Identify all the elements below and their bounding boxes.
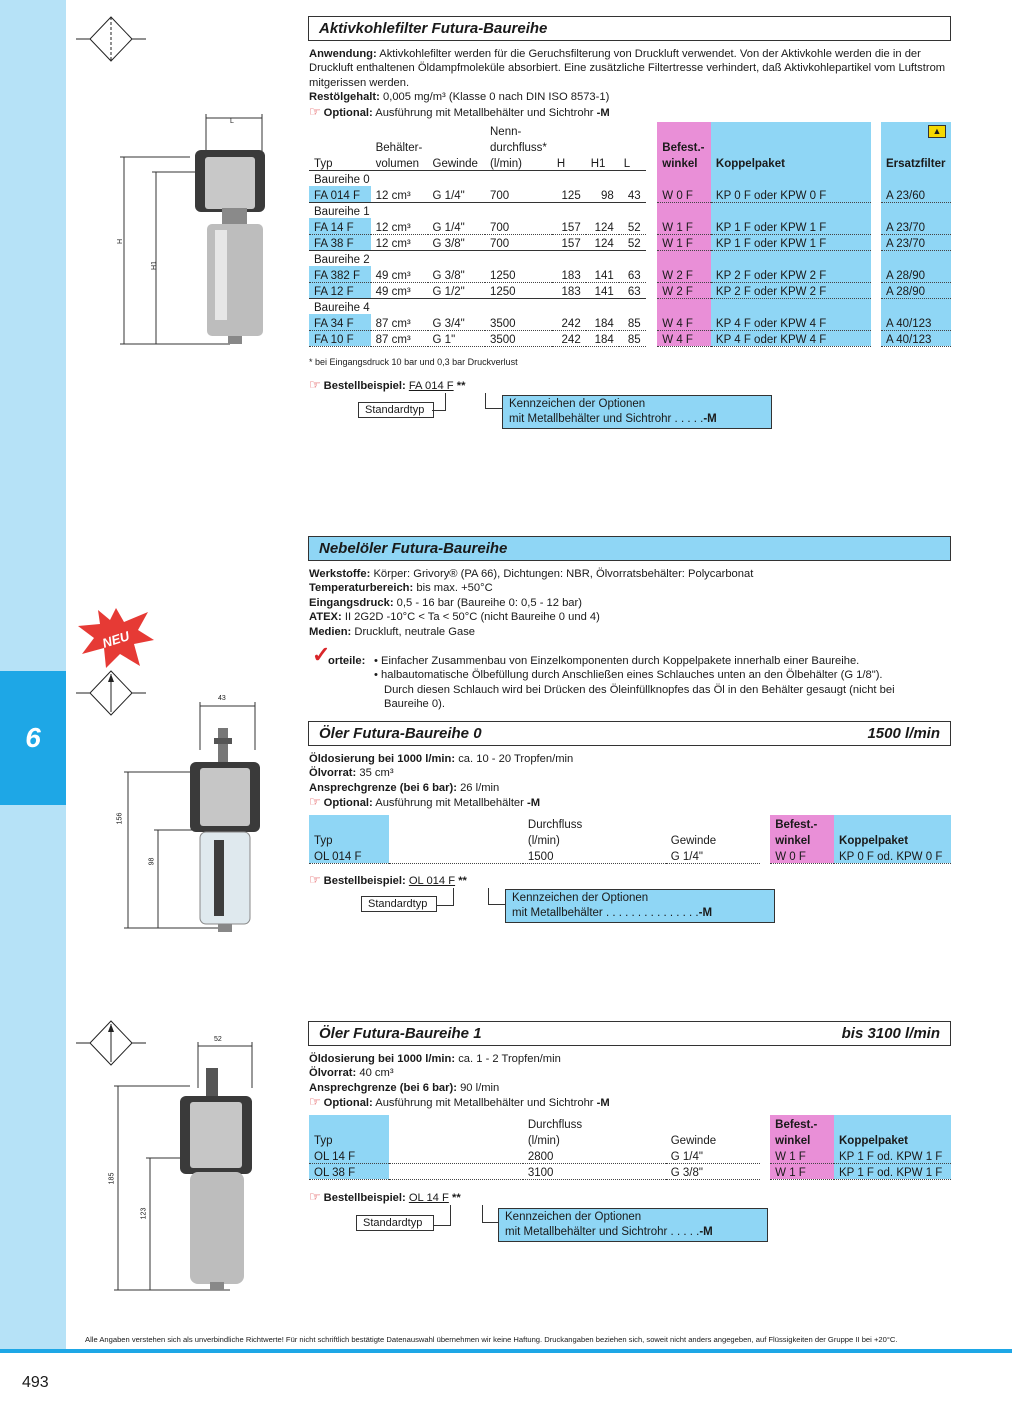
hand-pointer-icon: ☞ xyxy=(309,794,321,810)
table-row: FA 38 F 12 cm³ G 3/8" 700 157 124 52 W 1 F KP 1 F oder KPW 1 F A 23/70 xyxy=(309,234,951,250)
dim-h-label: H xyxy=(117,238,125,245)
standard-type-box: Standardtyp xyxy=(356,1215,434,1231)
series-row: Baureihe 2 xyxy=(309,250,951,266)
anwendung-text: Anwendung: Aktivkohlefilter werden für die Geruchsfilterung von Druckluft verwendet. Von der Aktivkohle werden die in der Druckluft enthaltenen Öldampfmoleküle absorbiert. Eine zusätzliche Filtertresse verhindert, daß Aktivkohlepartikel vom Luftstrom mitgerissen werden. Restölgehalt: 0,005 mg/m³ (Klasse 0 nach DIN ISO 8573-1) ☞ Optional: Ausführung mit Metallbehälter und Sichtrohr -M xyxy=(309,48,946,119)
section-header-oeler-0: Öler Futura-Baureihe 0 1500 l/min xyxy=(308,721,951,746)
table-row: OL 38 F 3100 G 3/8" W 1 F KP 1 F od. KPW 1 F xyxy=(309,1163,951,1179)
order-example: ☞ Bestellbeispiel: OL 014 F ** xyxy=(309,872,467,887)
section-header-oeler-1: Öler Futura-Baureihe 1 bis 3100 l/min xyxy=(308,1021,951,1046)
bottom-rule xyxy=(0,1349,1012,1353)
series-row: Baureihe 4 xyxy=(309,298,951,314)
hand-pointer-icon: ☞ xyxy=(309,377,321,392)
hand-pointer-icon: ☞ xyxy=(309,872,321,887)
section-header-aktivkohlefilter xyxy=(308,16,951,41)
neu-label: NEU xyxy=(100,628,132,651)
order-example: ☞ Bestellbeispiel: OL 14 F ** xyxy=(309,1189,461,1204)
oiler-0-drawing xyxy=(110,700,270,936)
options-box: Kennzeichen der Optionen mit Metallbehälter und Sichtrohr . . . . .-M xyxy=(498,1208,768,1242)
table-row: FA 382 F 49 cm³ G 3/8" 1250 183 141 63 W 2 F KP 2 F oder KPW 2 F A 28/90 xyxy=(309,266,951,282)
series-row: Baureihe 0 xyxy=(309,170,951,186)
oeler-1-specs: Öldosierung bei 1000 l/min: ca. 1 - 2 Tropfen/min Ölvorrat: 40 cm³ Ansprechgrenze (bei 6 bar): 90 l/min ☞ Optional: Ausführung mit Metallbehälter und Sichtrohr -M xyxy=(309,1053,610,1110)
dim-width-label: 52 xyxy=(214,1036,222,1043)
dim-width-label: 43 xyxy=(218,695,226,702)
filter-symbol-icon xyxy=(76,14,146,64)
filter-drawing xyxy=(110,112,270,352)
chapter-tab: 6 xyxy=(0,671,66,805)
disclaimer: Alle Angaben verstehen sich als unverbindliche Richtwerte! Für nicht schriftlich bestätigte Datenauswahl übernehmen wir keine Haftung. Druckangaben beziehen sich, soweit nicht anders angegeben, auf Flüssigkeiten der Gruppe II bei +20°C. xyxy=(85,1335,898,1344)
vorteile-block: ✓ orteile: • Einfacher Zusammenbau von Einzelkomponenten durch Koppelpakete innerhalb einer Baureihe. • halbautomatische Ölbefüllung durch Anschließen eines Schlauches unten an den Ölbehälter (G 1/8"). Durch diesen Schlauch wird bei Drücken des Öleinfüllknopfes das Öl in den Behälter gesaugt (nicht bei Baureihe 0). xyxy=(312,642,895,711)
dim-h1-label: 98 xyxy=(148,857,156,866)
dim-h1-label: H1 xyxy=(150,261,158,270)
section-header-nebeloeler: Nebelöler Futura-Baureihe xyxy=(308,536,951,561)
series-row: Baureihe 1 xyxy=(309,202,951,218)
page-number: 493 xyxy=(22,1374,49,1391)
dim-l-label: L xyxy=(230,118,234,125)
hand-pointer-icon: ☞ xyxy=(309,1189,321,1204)
table-row: FA 34 F 87 cm³ G 3/4" 3500 242 184 85 W 4 F KP 4 F oder KPW 4 F A 40/123 xyxy=(309,314,951,330)
standard-type-box: Standardtyp xyxy=(358,402,434,418)
table-row: FA 12 F 49 cm³ G 1/2" 1250 183 141 63 W 2 F KP 2 F oder KPW 2 F A 28/90 xyxy=(309,282,951,298)
dim-h-label: 156 xyxy=(116,812,124,825)
table-row: OL 14 F 2800 G 1/4" W 1 F KP 1 F od. KPW 1 F xyxy=(309,1147,951,1163)
filter-table: Nenn- ▲ Behälter- durchfluss* Befest.- Typ volumen Gewinde (l/min) H H1 L winkel Koppelpaket Ersatzfilter Baureihe 0 FA 014 F 12 cm³ G 1/4" 700 125 98 43 W 0 F KP 0 F oder KPW 0 F A 23/60 Baureihe 1 FA 14 F 12 cm³ G 1/4" 700 157 124 52 W 1 F KP 1 F oder KPW 1 F A 23/70 FA 38 F 12 cm³ G 3/8" 700 157 124 52 W 1 F KP 1 F oder KPW 1 F A 23/70 Baureihe 2 FA 382 F 49 cm³ G 3/8" 1250 183 141 63 W 2 F KP 2 F oder KPW 2 F A 28/90 FA 12 F 49 cm³ G 1/2" 1250 183 141 63 W 2 F KP 2 F oder KPW 2 F A 28/90 Baureihe 4 FA 34 F 87 cm³ G 3/4" 3500 242 184 85 W 4 F KP 4 F oder KPW 4 F A 40/123 FA 10 F 87 cm³ G 1" 3500 242 184 85 W 4 F KP 4 F oder KPW 4 F A 40/123 xyxy=(309,122,951,347)
checkmark-icon: ✓ xyxy=(312,642,331,667)
dim-h1-label: 123 xyxy=(140,1207,148,1220)
filter-icon: ▲ xyxy=(928,125,946,138)
table-row: FA 10 F 87 cm³ G 1" 3500 242 184 85 W 4 F KP 4 F oder KPW 4 F A 40/123 xyxy=(309,330,951,346)
section-title: Aktivkohlefilter Futura-Baureihe xyxy=(319,20,548,37)
oiler-1-drawing xyxy=(110,1038,270,1298)
standard-type-box: Standardtyp xyxy=(361,896,437,912)
table-note: * bei Eingangsdruck 10 bar und 0,3 bar Druckverlust xyxy=(309,357,518,367)
table-row: FA 14 F 12 cm³ G 1/4" 700 157 124 52 W 1 F KP 1 F oder KPW 1 F A 23/70 xyxy=(309,218,951,234)
order-example: ☞ Bestellbeispiel: FA 014 F ** xyxy=(309,377,466,392)
nebeloeler-specs: Werkstoffe: Körper: Grivory® (PA 66), Dichtungen: NBR, Ölvorratsbehälter: Polycarbonat Temperaturbereich: bis max. +50°C Eingangsdruck: 0,5 - 16 bar (Baureihe 0: 0,5 - 12 bar) ATEX: II 2G2D -10°C < Ta < 50°C (nicht Baureihe 0 und 4) Medien: Druckluft, neutrale Gase xyxy=(309,568,754,638)
options-box: Kennzeichen der Optionen mit Metallbehälter und Sichtrohr . . . . .-M xyxy=(502,395,772,429)
dim-h-label: 185 xyxy=(108,1172,116,1185)
table-row: FA 014 F 12 cm³ G 1/4" 700 125 98 43 W 0 F KP 0 F oder KPW 0 F A 23/60 xyxy=(309,186,951,202)
neu-starburst xyxy=(78,608,154,668)
hand-pointer-icon: ☞ xyxy=(309,1094,321,1110)
table-row: OL 014 F 1500 G 1/4" W 0 F KP 0 F od. KPW 0 F xyxy=(309,847,951,863)
options-box: Kennzeichen der Optionen mit Metallbehälter . . . . . . . . . . . . . . .-M xyxy=(505,889,775,923)
hand-pointer-icon: ☞ xyxy=(309,103,321,119)
oeler-0-table: Durchfluss Befest.- Typ (l/min) Gewinde winkel Koppelpaket OL 014 F 1500 G 1/4" W 0 F KP 0 F od. KPW 0 F xyxy=(309,815,951,864)
oeler-1-table: Durchfluss Befest.- Typ (l/min) Gewinde winkel Koppelpaket OL 14 F 2800 G 1/4" W 1 F KP 1 F od. KPW 1 F OL 38 F 3100 G 3/8" W 1 F KP 1 F od. KPW 1 F xyxy=(309,1115,951,1180)
oeler-0-specs: Öldosierung bei 1000 l/min: ca. 10 - 20 Tropfen/min Ölvorrat: 35 cm³ Ansprechgrenze (bei 6 bar): 26 l/min ☞ Optional: Ausführung mit Metallbehälter -M xyxy=(309,753,574,810)
